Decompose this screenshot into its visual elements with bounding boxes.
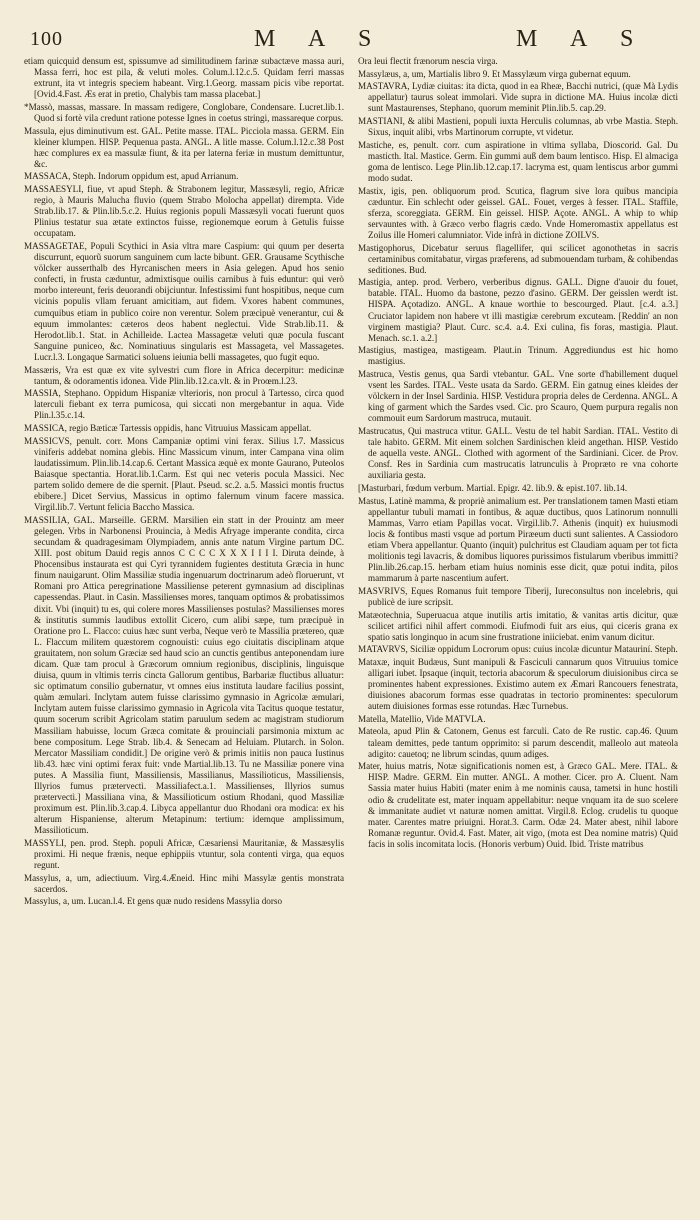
page-header: [24, 26, 678, 56]
right-column: [358, 56, 678, 1206]
page-number: 100: [30, 28, 63, 50]
dictionary-entry: Mateola, apud Plin & Catonem, Genus est farculi. Cato de Re rustic. cap.46. Quum taleam demittes, pede tantum opprimito: si parum descendit, malleolo aut mateola adigito: cauetoq; ne librum scindas, quum adiges.: [358, 726, 678, 759]
dictionary-entry: Mastigophorus, Dicebatur seruus flagellifer, qui scilicet agonothetas in sacris certaminibus comitabatur, virgas præferens, ad submouendam turbam, & cohibendas seditiones. Bud.: [358, 242, 678, 275]
running-head-left: M A S: [254, 26, 386, 52]
dictionary-entry: [Masturbari, fœdum verbum. Martial. Epigr. 42. lib.9. & epist.107. lib.14.: [358, 482, 628, 493]
dictionary-entry: Mataxæ, inquit Budæus, Sunt manipuli & Fasciculi cannarum quos Vitruuius tomice alligari iubet. Ipsaque (inquit, tectoria abacorum & speculorum diuisionibus circa se prominentes habent expressiones. Existimo autem ex Æmari Rancouers fenestrata, diuisiones abacorum formas esse quadratas in tectorio prominentes: speculorum autem diuisiones formas esse rotundas. Hæc Turnebus.: [358, 656, 678, 712]
dictionary-entry: Mastigius, mastigea, mastigeam. Plaut.in Trinum. Aggrediundus est hic homo mastigius.: [358, 345, 678, 367]
dictionary-entry: Mastus, Latinè mamma, & propriè animalium est. Per translationem tamen Masti etiam appellantur tubuli mamati in fontibus, & aquæ ductibus, quos Latinorum nonnulli Mammas, Varro etiam Papillas vocat. Virgil.lib.7. Athenis (inquit) ex huiusmodi locis & fontibus masti vsque ad portum Piræeum ducti sunt salientes. A Cassiodoro etiam Vbera appellantur. Quanto (inquit) pulchritus est Claudiam aquam per tot ficta molitionis tegi lavacris, & domibus liquores purissimos fistularum vberibus immitti? Plin.lib.26.cap.15. herbam etiam huius nominis esse dicit, quæ potui indita, pilos mammarum à parte nascentium aufert.: [358, 495, 678, 584]
dictionary-entry: Mastruca, Vestis genus, qua Sardi vtebantur. GAL. Vne sorte d'habillement duquel vsent les Sardes. ITAL. Veste usata da Sardo. GERM. Ein gatnug eines kleides der völckern in der Insel Sardinia. HISP. Vestidura propria deles de Cerdenna. ANGL. A king of garment which the Sardes vsed. Cic. pro Scauro, Quem purpura regalis non commouit eum Sardorum mastruca, mutauit.: [358, 369, 678, 424]
dictionary-entry: etiam quicquid densum est, spissumve ad similitudinem farinæ subactæve massa auri, Massa ferri, hoc est pila, & veluti moles. Colum.l.12.c.5. Quidam ferri massas extrunt, ita vt integris speciem habeant. Virg.1.Georg. massam picis vibe reportat. [Ovid.4.Fast. Æs erat in pretio, Chalybis tam massa placebat.]: [24, 56, 344, 100]
dictionary-entry: MASSICA, regio Bæticæ Tartessis oppidis, hanc Vitruuius Massicam appellat.: [24, 423, 312, 433]
dictionary-entry: MASTIANI, & alibi Mastieni, populi iuxta Herculis columnas, ab vrbe Mastia. Steph. Sixus, inquit alibi, vrbs Martinorum corrupte, vt videtur.: [358, 115, 678, 138]
dictionary-entry: Mastigia, antep. prod. Verbero, verberibus dignus. GALL. Digne d'auoir du fouet, batable. ITAL. Huomo da bastone, pezzo d'asino. GERM. Der geisslen werdt ist. HISPA. Açotadizo. ANGL. A knaue worthie to bescourged. Plaut. [c.4. a.3.] Cruciator lapidem non habere vt illi mastigiæ cerebrum excuteam. [Reddin' an non virginem mastigia? Plaut. Curc. sc.4. a.4. Exi culina, fis foras, mastigia. Plaut. Menach. sc.1. a.2.]: [358, 277, 678, 343]
text-columns: [24, 56, 678, 1206]
dictionary-entry: *Massò, massas, massare. In massam redigere, Conglobare, Condensare. Lucret.lib.1. Quod si fortè vila credunt ratione potesse Ignes in coetus stringi, massareque corpus.: [24, 101, 344, 123]
dictionary-entry: MASSYLI, pen. prod. Steph. populi Africæ, Cæsariensi Mauritaniæ, & Massæsylis proximi. Hi neque frænis, neque ephippiis vtuntur, sola contenti virga, qua equos regunt.: [24, 837, 344, 871]
dictionary-entry: Massylus, a, um. Lucan.l.4. Et gens quæ nudo residens Massylia dorso: [24, 896, 283, 907]
dictionary-entry: Mater, huius matris, Notæ significationis nomen est, à Græco GAL. Mere. ITAL. & HISP. Madre. GERM. Ein mutter. ANGL. A mother. Cicer. pro A. Cluent. Nam Sassia mater huius Habiti (mater enim à me nominis causa, tametsi in hunc hostili odio & crudelitate est, mater inquam appellabitur: neque vnquam ita de suo scelere & immanitate audiet vt naturæ nomen amittat. Virgil.8. Eclog. crudelis tu quoque mater. Carentes matre priuigni. Horat.3. Carm. Odæ 24. Mater abest, nihil labore Romanæ reguntur. Ovid.4. Fast. Mater, ait vigo, (mota est Dea nomine matris) Quid facis in solis incomitata locis. (Honoris verbum) Ouid. Ibid. Triste matribus: [358, 761, 678, 849]
dictionary-entry: Ora leui flectit frænorum nescia virga.: [358, 56, 498, 66]
dictionary-entry: Massula, ejus diminutivum est. GAL. Petite masse. ITAL. Picciola massa. GERM. Ein kleiner klumpen. HISP. Pequenua pasta. ANGL. A litle masse. Colum.l.12.c.38 Post hæc complures ex ea massulæ fiunt, & ita per laterna feriæ in mustum demittuntur, &c.: [24, 125, 344, 169]
dictionary-entry: MATAVRVS, Siciliæ oppidum Locrorum opus: cuius incolæ dicuntur Matauriní. Steph.: [358, 644, 678, 655]
dictionary-entry: Matella, Matellio, Vide MATVLA.: [358, 713, 486, 724]
dictionary-entry: MASSAESYLI, fiue, vt apud Steph. & Strabonem legitur, Massæsyli, regio, Africæ regio, à Mauris Malucha fluvio (quem Strabo Molocha appellat) dirempta. Vide Strab.lib.17. & Plin.lib.5.c.2. Huius regionis populi Massæsyli vocati fuerunt quos Plinius testatur sua ætate extinctos fuisse, regionemque eorum à Getulis fuisse occupatam.: [24, 184, 344, 239]
running-head-right: M A S: [516, 26, 648, 52]
dictionary-entry: Massæris, Vra est quæ ex vite sylvestri cum flore in Africa decerpitur: medicinæ tantum, & odoramentis idonea. Vide Plin.lib.12.ca.vlt. & in Proœm.l.23.: [24, 364, 344, 386]
dictionary-entry: Matæotechnia, Superuacua atque inutilis artis imitatio, & vanitas artis dicitur, quæ scilicet artifici nihil affert commodi. Eiufmodi fuit ars eius, qui ciceris grana ex spatio satis longinquo in acum sine frustratione iniiciebat. enim vanum dicitur.: [358, 609, 678, 642]
dictionary-entry: MASSICVS, penult. corr. Mons Campaniæ optimi vini ferax. Silius l.7. Massicus viniferis addebat nomina glebis. Hinc Massicum vinum, inter Campana vina olim laudatissimum. Plin.lib.14.cap.6. Certant Massica æquè ex monte Gaurano, Puteolos Baiasque spectantia. Horat.lib.1.Carm. Est qui nec veteris pocula Massici. Nec partem solido demere de die spernit. [Plaut. Pseud. sc.2. a.5. Massici montis fructus ebibere.] Dicet Servius, Massicus in optimo falernum vinum facere massica. Virgil.lib.7. Vertunt felicia Baccho Massica.: [24, 435, 344, 513]
dictionary-entry: Mastrucatus, Qui mastruca vtitur. GALL. Vestu de tel habit Sardian. ITAL. Vestito di tale habito. GERM. Mit einem solchen Sardinischen kleid angethan. HISP. Vestido de aquella veste. ANGL. Clothed with agorment of the Sardiniani. Cicer. de Prov. Consf. Res in Sardinia cum mastrucatis latrunculis à Propræto re vna cohorte auxiliaria gesta.: [358, 426, 678, 481]
left-column: [24, 56, 344, 1206]
dictionary-entry: MASSACA, Steph. Indorum oppidum est, apud Arrianum.: [24, 171, 239, 182]
dictionary-entry: Massylæus, a, um, Martialis libro 9. Et Massylæum virga gubernat equum.: [358, 68, 631, 79]
dictionary-entry: MASSIA, Stephano. Oppidum Hispaniæ vlterioris, non procul à Tartesso, circa quod laterculi fiebant ex terra pumicosa, qui siccati non mergebantur in aqua. Vide Plin.l.35.c.14.: [24, 388, 344, 421]
dictionary-entry: MASTAVRA, Lydiæ ciuitas: ita dicta, quod in ea Rheæ, Bacchi nutrici, (quæ Mà Lydis appellatur) taurus soleat immolari. Vide supra in dictione MA. Huius incolæ dicti sunt Mastaurenses, Stephano, quorum meminit Plin.lib.5. cap.29.: [358, 81, 678, 114]
dictionary-entry: Massylus, a, um, adiectiuum. Virg.4.Æneid. Hinc mihi Massylæ gentis monstrata sacerdos.: [24, 872, 344, 894]
dictionary-entry: MASSAGETAE, Populi Scythici in Asia vltra mare Caspium: qui quum per deserta discurrunt, equorũ suorum sanguinem cum lacte bibunt. GER. Grausame Scythische völcker ausserthalb des Hyrcanischen meers in Asia gelegen. Apud hos senio confecti, in frusta cæduntur, admixtisque ouilis carnibus à fuis eduntur: qui verò morbo intereunt, feris deuorandi obijciuntur. Infestissimi funt hospitibus, neque cum vicinis populis vllam feruant amicitiam, aut fidem. Vxores habent communes, cumquibus etiam in publico coire non verentur. Solem præcipuè venerantur, cui & equum immolantes: cæteros deos habent neglectui. Vide Strab.lib.11. & Herodot.lib.1. Stat. in Achilleide. Lactea Massagetæ veluti quæ pocula fuscant Sanguine puniceo, &c. Nominatiuus singularis est Massageta, vel Massagetes. Lucr.l.3. Longaque Sarmatici soluens ieiunia belli massagetes, quo fugit equo.: [24, 241, 344, 362]
dictionary-entry: Mastix, igis, pen. obliquorum prod. Scutica, flagrum sive lora quibus mancipia cæduntur. Ein schlecht oder geissel. GAL. Fouet, verges à fesser. ITAL. Staffile, sferza, scoreggiata. GERM. Ein geissel. HISP. Açote. ANGL. A whip to whip servauntes with. à Græco verbo flagris cædo. Vnde Homeromastix appellatus est Zoilus ille Homeri calumniator. Vide infrà in dictione ZOILVS.: [358, 185, 678, 240]
dictionary-entry: Mastiche, es, penult. corr. cum aspiratione in vltima syllaba, Dioscorid. Gal. Du masticth. Ital. Mastice. Germ. Ein gummi auß dem baum lentisco. Hisp. El almaciga goma de lentisco. Lege Plin.lib.12.cap.17. lacryma est, quam lentiscus arbor gummi modo sudat.: [358, 139, 678, 183]
dictionary-entry: MASSILIA, GAL. Marseille. GERM. Marsilien ein statt in der Prouintz am meer gelegen. Vrbs in Narbonensi Prouincia, à Medis Afryage imperante condita, circa secundam & quadragesimam Olympiadem, annis ante natum Virgine partum DC. XIII. post obitum Dauid regis annos C C C C X X X I I I I. Diruta deinde, à Phocensibus instaurata est qui Cyri tyrannidem fugientes destituta Græcia in hunc finum nauigarunt. Olim Massiliæ studia ingenuarum doctrinarum adeò floruerunt, vt Romani pro Attica peregrinatione Massiliense peterent gymnasium ad disciplinas capessendas. Plaut. in Casin. Massilienses mores, tanquam optimos & probatissimos dixit. Vbi (inquit) tu es, qui colere mores Massilienses postulas? Massilienses mores & institutis summis laudibus extollit Cicero, cum alibi sæpe, tum præcipuè in Oratione pro L. Flacco: cuius hæc sunt verba, Neque verò te Massilia prætereo, quæ L. Flaccum militem quæstorem cognouisti: cuius ego ciuitatis disciplinam atque grauitatem, non solum Græciæ sed haud scio an cunctis gentibus anteponendam iure dicam. Quæ tam procul à Græcorum omnium regionibus, disciplinis, linguisque diuisa, quum in vltimis terris cincta Gallorum gentibus, Barbariæ fluctibus alluatur: sic optimatum consilio gubernatur, vt omnes eius instituta laudare facilius possint, quàm æmulari. Inclytam autem fuisse clarissimo gymnasio in Agricolæ æmulari, Inclytam autem fuisse clarissimo gymnasio in Agricola vita Tacitus quoque testatur, quum socerum scribit Agricolam statim paruulum sedem ac magistram studiorum Massiliam habuisse, locum Græca comitate & prouinciali parsimonia mixtum ac bene compositum. Lege Strab. lib.4. & Senecam ad Heluiam. Plutarch. in Solon. Mercator Massiliam condidit.] De origine verò & primis initiis non pauca Iustinus lib.43. hæc vini optimi ferax fuit: vnde Martial.lib.13. Tu ne Massiliæ ponere vina putes. A Massilia fiunt, Massiliensis, Massilianus, Massilioticus, Massiliensis, Illyrios fumus prætervectì. Massiliafect.a.1. Massilienses, Illyrios sumus prætervectì.] Massiliana vina, & Massilioticum ostium Rhodani, quod Massiliæ proximum est. Plin.lib.3.cap.4. Libyca appellantur duo Rhodani ora modica: ex his alterum Hispaniense, alterum Metapinum: tertium: idemque amplissimum, Massilioticum.: [24, 514, 344, 836]
dictionary-entry: MASVRIVS, Eques Romanus fuit tempore Tiberij, Iureconsultus non incelebris, qui publicè de iure scripsit.: [358, 585, 678, 607]
